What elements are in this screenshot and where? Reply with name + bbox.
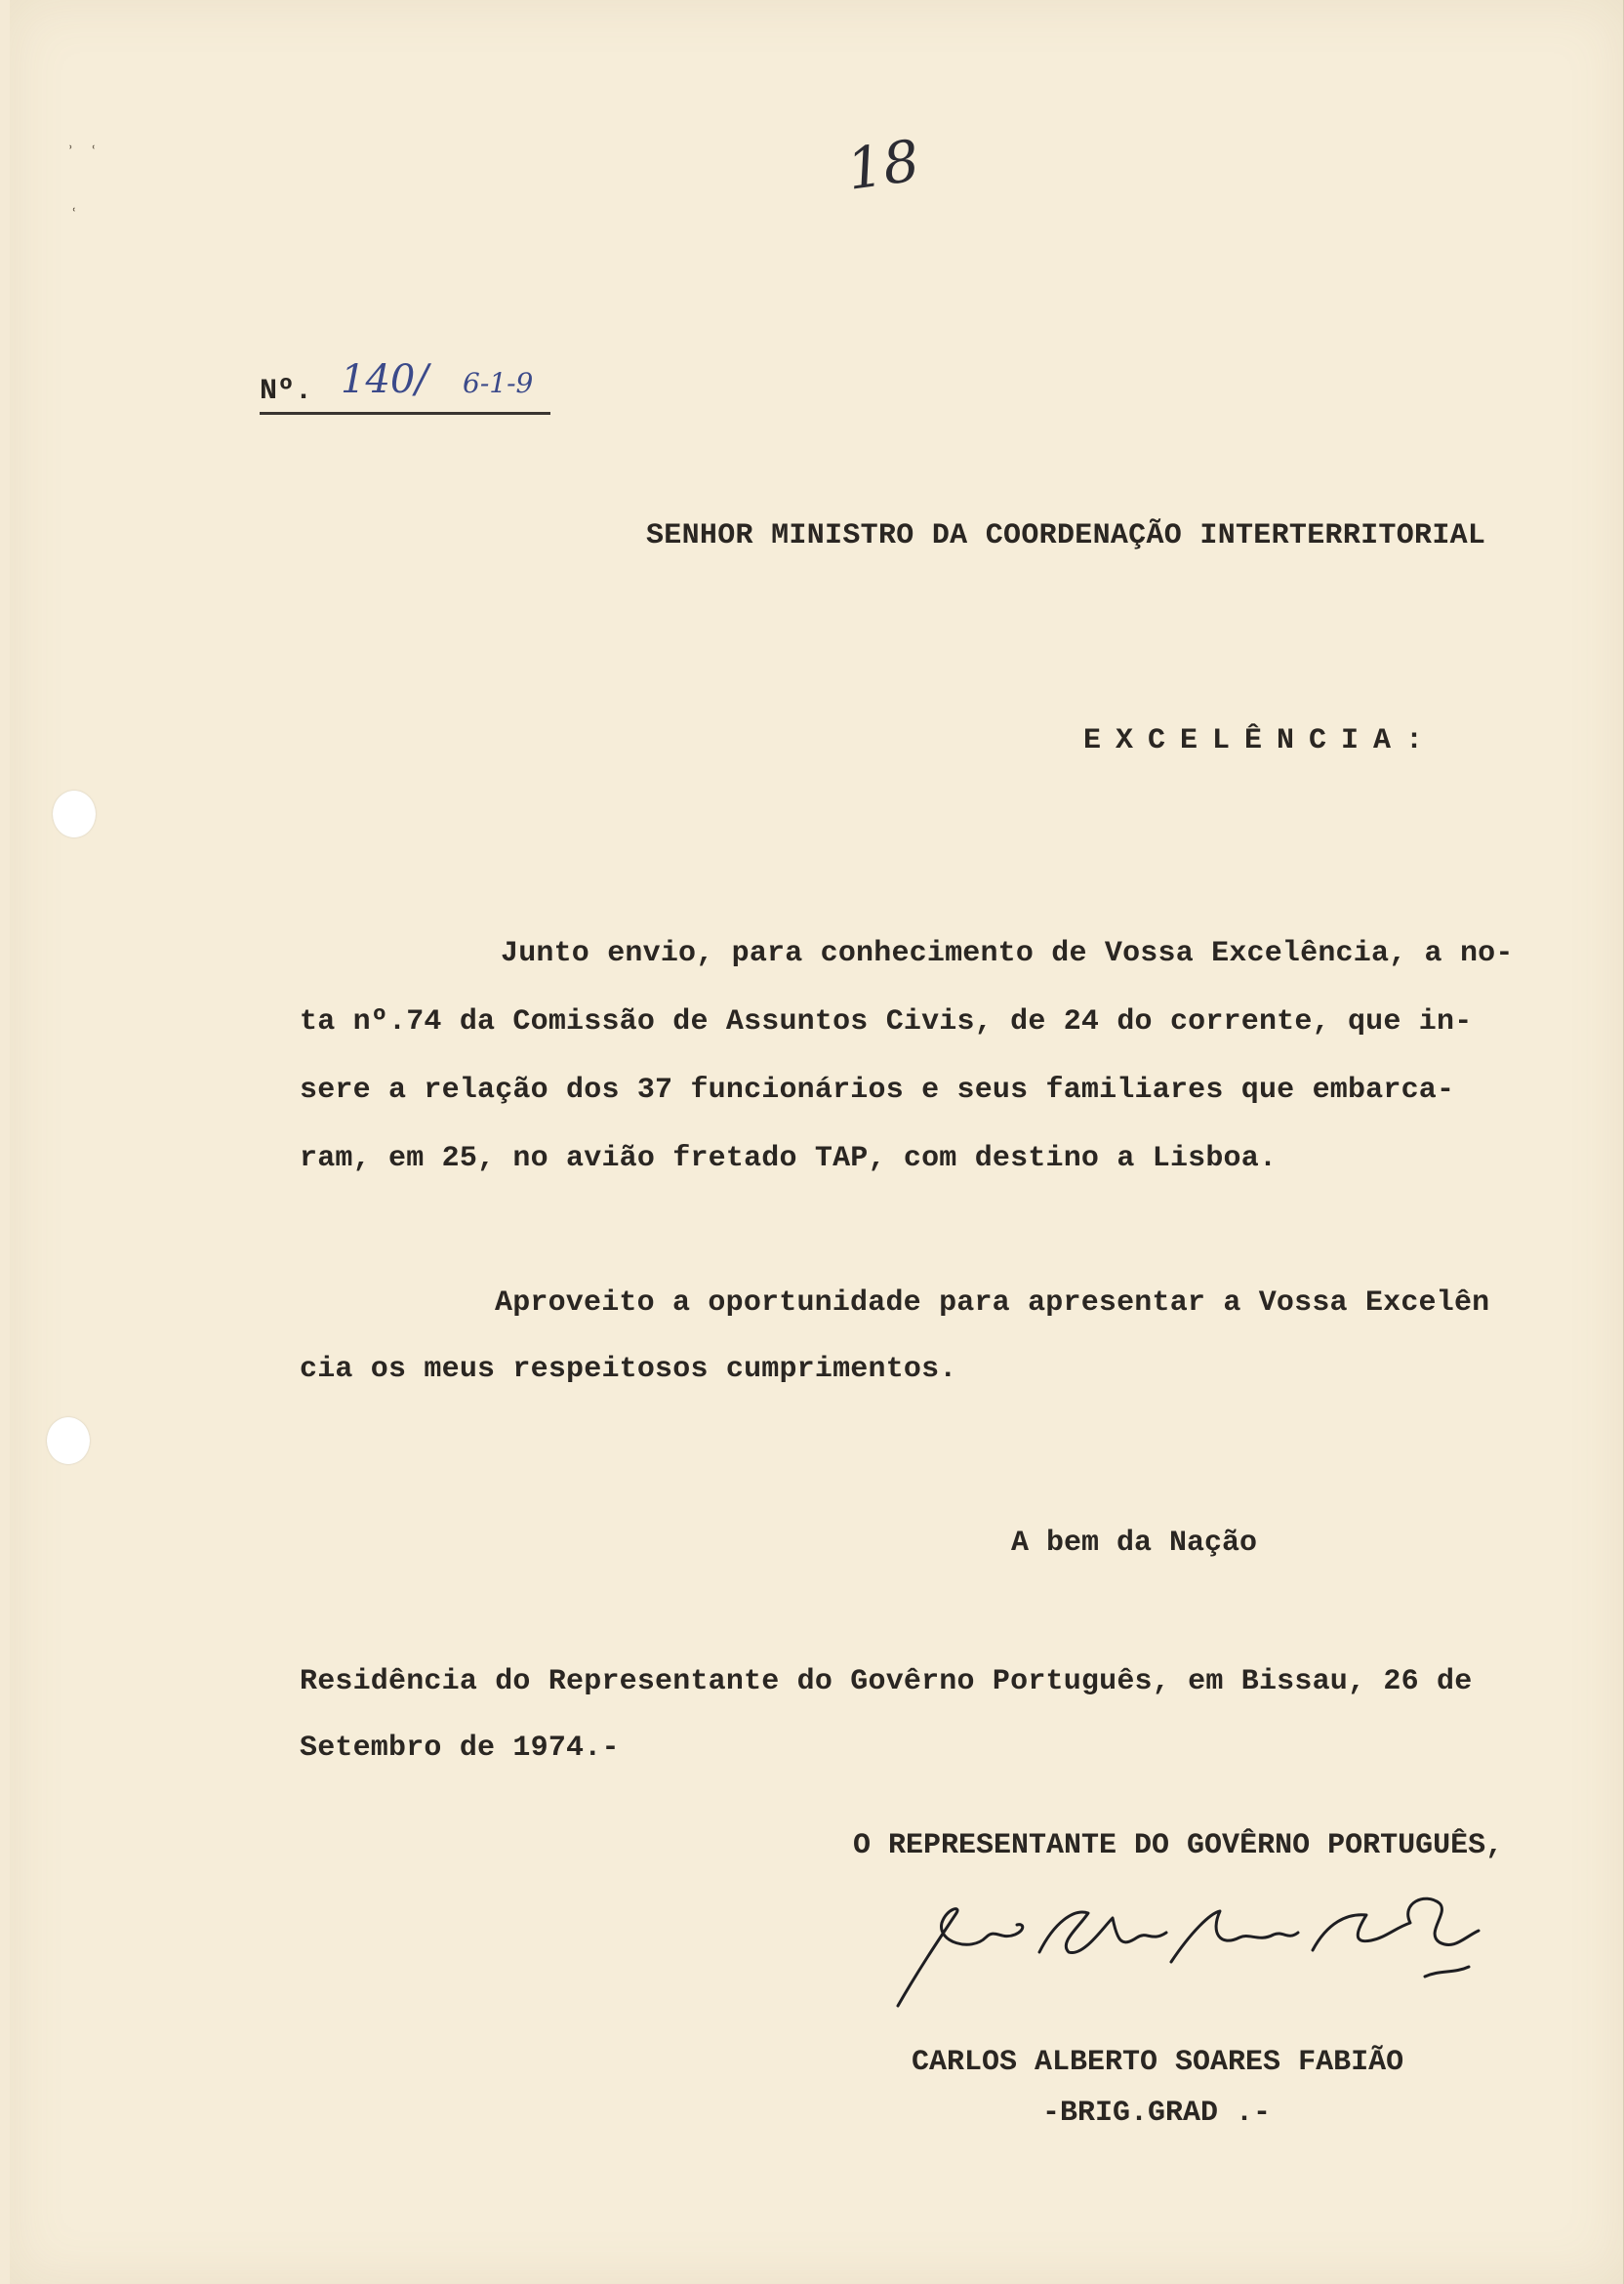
reference-handwritten-number: 140/ (341, 357, 428, 402)
place-date-line: Residência do Representante do Govêrno Português, em Bissau, 26 de (300, 1665, 1473, 1698)
signatory-title: O REPRESENTANTE DO GOVÊRNO PORTUGUÊS, (853, 1829, 1504, 1862)
signatory-name: CARLOS ALBERTO SOARES FABIÃO (912, 2046, 1404, 2079)
document-page (10, 0, 1624, 2284)
punch-hole-bottom (47, 1417, 90, 1464)
margin-ink-mark: ʿ (68, 207, 81, 229)
salutation: EXCELÊNCIA: (1083, 724, 1439, 757)
reference-label: Nº. (260, 375, 313, 408)
paragraph2-line: cia os meus respeitosos cumprimentos. (300, 1353, 957, 1386)
paragraph1-line: sere a relação dos 37 funcionários e seus familiares que embarca- (300, 1074, 1455, 1107)
margin-ink-mark: ʾ ʿ (64, 144, 101, 167)
reference-handwritten-date: 6-1-9 (463, 367, 534, 399)
paragraph1-line: ta nº.74 da Comissão de Assuntos Civis, de 24 do corrente, que in- (300, 1005, 1473, 1039)
addressee: SENHOR MINISTRO DA COORDENAÇÃO INTERTERRITORIAL (646, 519, 1486, 552)
punch-hole-top (53, 791, 96, 837)
closing: A bem da Nação (1011, 1527, 1258, 1560)
paragraph2-line: Aproveito a oportunidade para apresentar a Vossa Excelên (495, 1286, 1490, 1320)
signatory-rank: -BRIG.GRAD .- (1042, 2097, 1272, 2130)
handwritten-signature (878, 1884, 1503, 2020)
reference-number (260, 357, 550, 415)
paragraph1-line: Junto envio, para conhecimento de Vossa Excelência, a no- (501, 937, 1514, 970)
handwritten-page-number: 18 (842, 127, 924, 203)
paragraph1-line: ram, em 25, no avião fretado TAP, com destino a Lisboa. (300, 1142, 1278, 1175)
place-date-line: Setembro de 1974.- (300, 1732, 620, 1765)
